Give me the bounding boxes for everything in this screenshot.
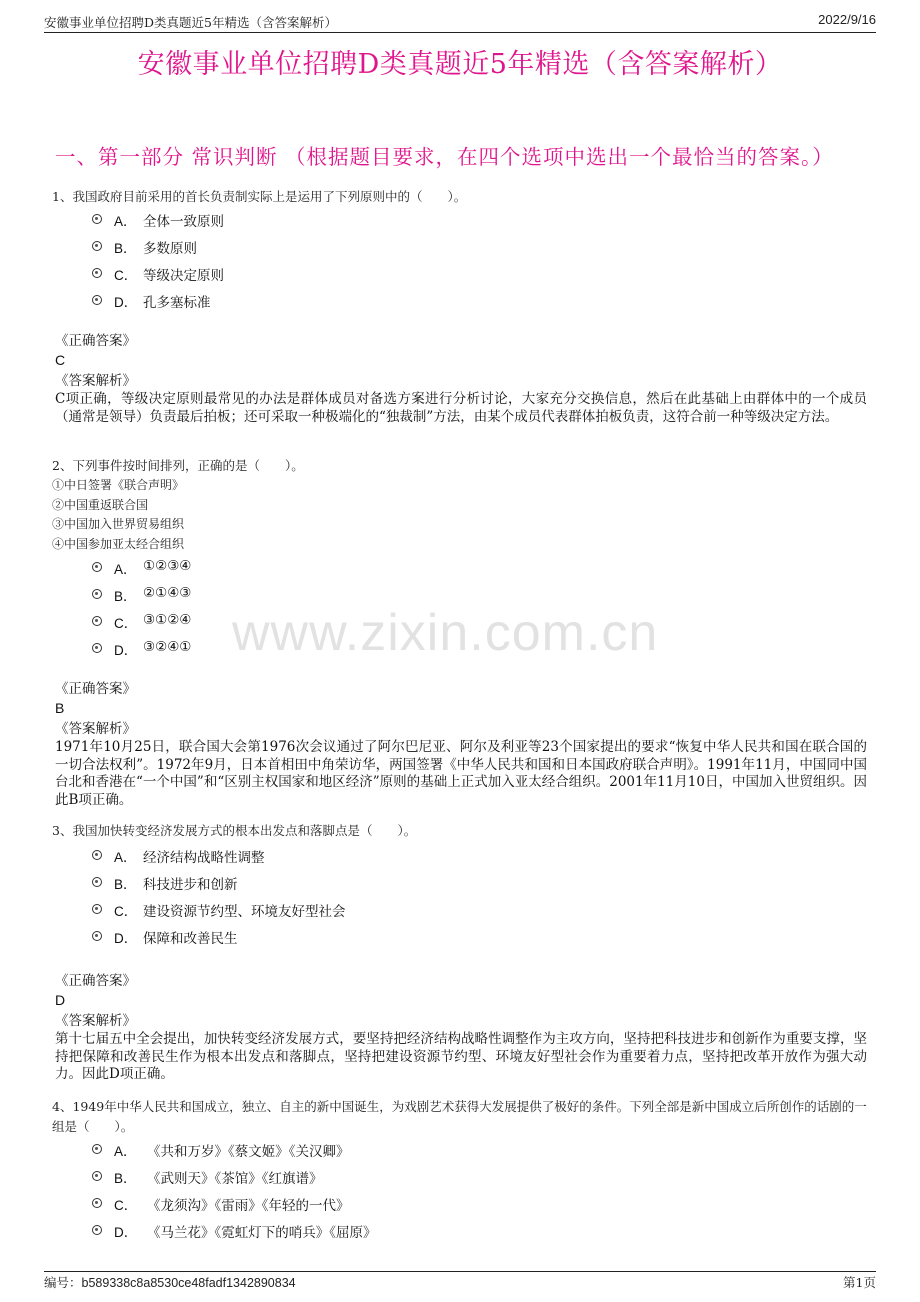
radio-icon[interactable] [92, 931, 102, 941]
radio-icon[interactable] [92, 214, 102, 224]
option-text: ①②③④ [143, 558, 192, 574]
event-line: ②中国重返联合国 [52, 497, 149, 512]
radio-icon[interactable] [92, 904, 102, 914]
option-key: A． [114, 850, 137, 865]
answer-value: C [55, 352, 66, 368]
radio-icon[interactable] [92, 562, 102, 572]
radio-icon[interactable] [92, 1144, 102, 1154]
radio-icon[interactable] [92, 616, 102, 626]
radio-icon[interactable] [92, 850, 102, 860]
option-key: B． [114, 1171, 137, 1186]
option-text: 孔多塞标准 [143, 295, 211, 311]
answer-value: B [55, 700, 65, 716]
radio-icon[interactable] [92, 877, 102, 887]
analysis-text: C项正确，等级决定原则最常见的办法是群体成员对备选方案进行分析讨论，大家充分交换信息，然后在此基础上由群体中的一个成员（通常是领导）负责最后拍板；还可采取一种极端化的“独裁制”方法，由某个成员代表群体拍板负责，这符合前一种等级决定方法。 [55, 391, 867, 425]
option-text: 全体一致原则 [143, 214, 224, 230]
option-text: 《马兰花》《霓虹灯下的哨兵》《屈原》 [147, 1225, 377, 1241]
question-3-stem: 3、我国加快转变经济发展方式的根本出发点和落脚点是（ ）。 [52, 823, 417, 838]
header-date: 2022/9/16 [818, 12, 876, 27]
question-1-stem: 1、我国政府目前采用的首长负责制实际上是运用了下列原则中的（ ）。 [52, 189, 467, 204]
question-2-stem: 2、下列事件按时间排列，正确的是（ ）。 [52, 458, 304, 473]
analysis-text: 1971年10月25日，联合国大会第1976次会议通过了阿尔巴尼亚、阿尔及利亚等23个国家提出的要求“恢复中华人民共和国在联合国的一切合法权利”。1972年9月，日本首相田中角荣访华，两国签署《中华人民共和国和日本国政府联合声明》。1991年11月，中国同中国台北和香港在“一个中国”和“区别主权国家和地区经济”原则的基础上正式加入亚太经合组织。2001年11月10日，中国加入世贸组织。因此B项正确。 [55, 739, 867, 808]
option-text: 《共和万岁》《蔡文姬》《关汉卿》 [147, 1144, 350, 1160]
option-key: C． [114, 904, 138, 919]
radio-icon[interactable] [92, 268, 102, 278]
answer-label: 《正确答案》 [55, 333, 136, 349]
option-text: ③②④① [143, 639, 192, 655]
analysis-text: 第十七届五中全会提出，加快转变经济发展方式，要坚持把经济结构战略性调整作为主攻方向，坚持把科技进步和创新作为重要支撑，坚持把保障和改善民生作为根本出发点和落脚点，坚持把建设资源节约型、环境友好型社会作为重要着力点，坚持把改革开放作为强大动力。因此D项正确。 [55, 1031, 867, 1082]
question-4-stem: 4、1949年中华人民共和国成立，独立、自主的新中国诞生，为戏剧艺术获得大发展提供了极好的条件。下列全部是新中国成立后所创作的话剧的一组是（ ）。 [52, 1099, 867, 1134]
footer-doc-number [44, 1273, 296, 1291]
option-key: B． [114, 589, 137, 604]
radio-icon[interactable] [92, 643, 102, 653]
header-doc-title: 安徽事业单位招聘D类真题近5年精选（含答案解析） [44, 15, 337, 30]
event-line: ④中国参加亚太经合组织 [52, 536, 185, 551]
option-text: 《武则天》《茶馆》《红旗谱》 [147, 1171, 323, 1187]
option-key: D． [114, 931, 138, 946]
option-key: A． [114, 214, 137, 229]
option-text: 多数原则 [143, 241, 197, 257]
event-line: ①中日签署《联合声明》 [52, 478, 185, 492]
answer-value: D [55, 992, 66, 1008]
radio-icon[interactable] [92, 295, 102, 305]
option-text: 经济结构战略性调整 [143, 850, 265, 866]
option-key: C． [114, 616, 138, 631]
option-key: D． [114, 643, 138, 658]
question-2-answer-block [55, 679, 867, 809]
section-heading: 一、第一部分 常识判断 （根据题目要求，在四个选项中选出一个最恰当的答案。） [55, 145, 834, 169]
radio-icon[interactable] [92, 1171, 102, 1181]
option-key: D． [114, 295, 138, 310]
option-key: A． [114, 1144, 137, 1159]
radio-icon[interactable] [92, 241, 102, 251]
option-key: D． [114, 1225, 138, 1240]
footer-page-number: 第1页 [843, 1275, 876, 1290]
answer-label: 《正确答案》 [55, 973, 136, 989]
analysis-label: 《答案解析》 [55, 721, 136, 737]
event-line: ③中国加入世界贸易组织 [52, 517, 185, 531]
analysis-label: 《答案解析》 [55, 373, 136, 389]
option-text: 科技进步和创新 [143, 877, 238, 893]
watermark: www.zixin.com.cn [232, 604, 659, 662]
footer-code: b589338c8a8530ce48fadf1342890834 [81, 1276, 296, 1290]
option-key: B． [114, 241, 137, 256]
option-text: 等级决定原则 [143, 268, 224, 284]
question-2-events [52, 476, 184, 554]
radio-icon[interactable] [92, 1198, 102, 1208]
question-1-answer-block [55, 331, 867, 426]
option-text: 保障和改善民生 [143, 931, 238, 947]
analysis-label: 《答案解析》 [55, 1013, 136, 1029]
option-key: A． [114, 562, 137, 577]
option-text: 建设资源节约型、环境友好型社会 [143, 904, 346, 920]
document-title: 安徽事业单位招聘D类真题近5年精选（含答案解析） [137, 49, 783, 80]
option-text: ③①②④ [143, 612, 192, 628]
option-key: C． [114, 1198, 138, 1213]
option-text: ②①④③ [143, 585, 192, 601]
radio-icon[interactable] [92, 589, 102, 599]
page-footer [44, 1271, 876, 1292]
footer-code-label: 编号： [44, 1275, 82, 1290]
option-key: B． [114, 877, 137, 892]
answer-label: 《正确答案》 [55, 681, 136, 697]
page-header [44, 10, 876, 33]
question-3-answer-block [55, 971, 867, 1084]
option-key: C． [114, 268, 138, 283]
option-text: 《龙须沟》《雷雨》《年轻的一代》 [147, 1198, 350, 1214]
radio-icon[interactable] [92, 1225, 102, 1235]
